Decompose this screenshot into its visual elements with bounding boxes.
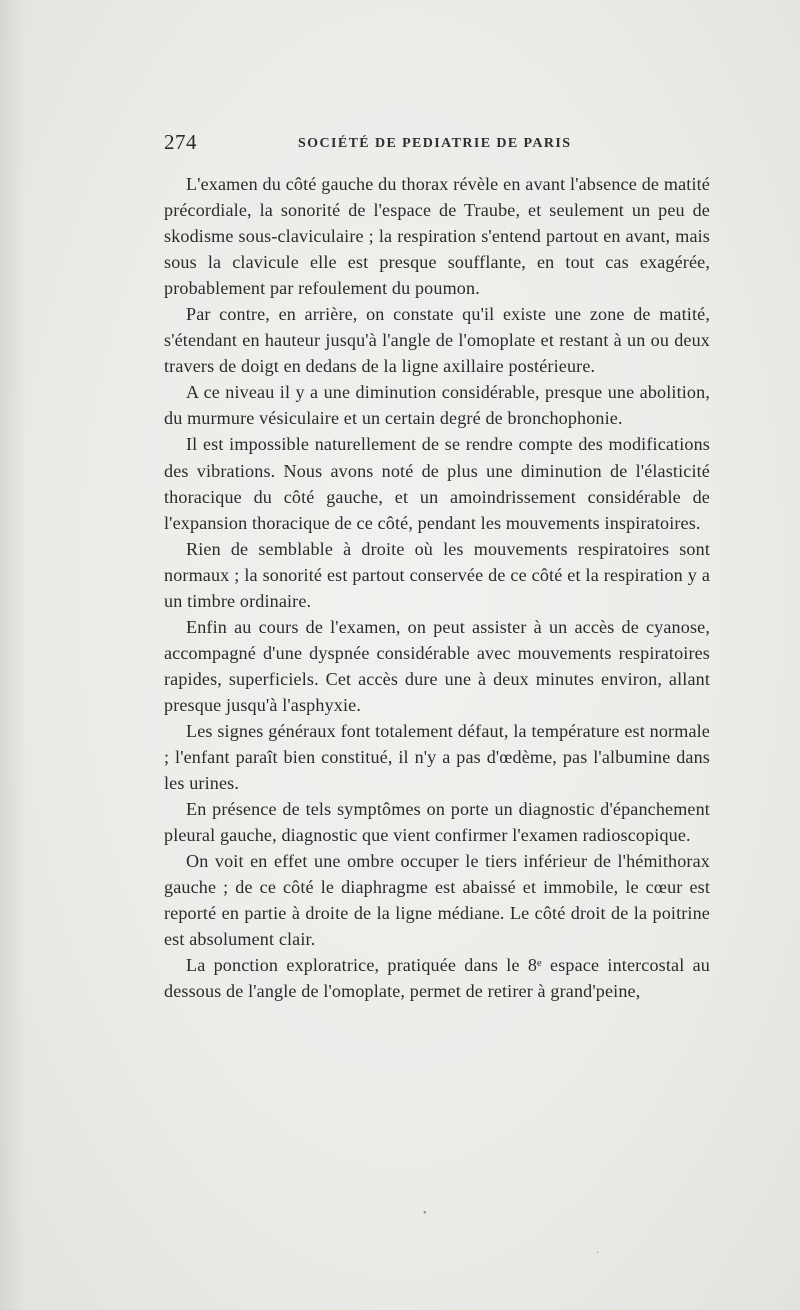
paragraph-vibrations: Il est impossible naturellement de se rendre compte des modifications des vibrations. Nous avons noté de plus une diminution de l'élasticité thoracique du côté gauche, et un amoindrissement considérable de l'expansion thoracique de ce côté, pendant les mouvements inspiratoires. xyxy=(164,434,710,533)
paragraph-zone-de-matite: Par contre, en arrière, on constate qu'il existe une zone de matité, s'étendant en hauteur jusqu'à l'angle de l'omoplate et restant à un ou deux travers de doigt en dedans de la ligne axillaire postérieure. xyxy=(164,304,710,377)
paragraph-diagnostic: En présence de tels symptômes on porte un diagnostic d'épanchement pleural gauche, diagnostic que vient confirmer l'examen radioscopique. xyxy=(164,799,710,846)
paragraph-signes-generaux: Les signes généraux font totalement défaut, la température est normale ; l'enfant paraît bien constitué, il n'y a pas d'œdème, pas l'albumine dans les urines. xyxy=(164,720,710,794)
page-header xyxy=(164,130,712,160)
ink-speck: • xyxy=(423,1208,427,1219)
paragraph-examen-cote-gauche: L'examen du côté gauche du thorax révèle en avant l'absence de matité précordiale, la sonorité de l'espace de Traube, et seulement un peu de skodisme sous-claviculaire ; la respiration s'entend partout en avant, mais sous la clavicule elle est presque soufflante, en tout cas exagérée, probablement par refoulement du poumon. xyxy=(164,174,710,299)
paragraph-acces-de-cyanose: Enfin au cours de l'examen, on peut assister à un accès de cyanose, accompagné d'une dyspnée considérable avec mouvements respiratoires rapides, superficiels. Cet accès dure une à deux minutes environ, allant presque jusqu'à l'asphyxie. xyxy=(164,616,710,715)
running-head: SOCIÉTÉ DE PEDIATRIE DE PARIS xyxy=(298,136,572,151)
paragraph-cote-droit: Rien de semblable à droite où les mouvements respiratoires sont normaux ; la sonorité est partout conservée de ce côté et la respiration y a un timbre ordinaire. xyxy=(164,538,710,611)
body-text xyxy=(164,171,710,1005)
paragraph-murmure-vesiculaire: A ce niveau il y a une diminution considérable, presque une abolition, du murmure vésiculaire et un certain degré de bronchophonie. xyxy=(164,382,710,429)
paragraph-ponction: La ponction exploratrice, pratiquée dans le 8ᵉ espace intercostal au dessous de l'angle de l'omoplate, permet de retirer à grand'peine, xyxy=(164,955,710,1002)
paragraph-radioscopie: On voit en effet une ombre occuper le tiers inférieur de l'hémithorax gauche ; de ce côté le diaphragme est abaissé et immobile, le cœur est reporté en partie à droite de la ligne médiane. Le côté droit de la poitrine est absolument clair. xyxy=(164,851,710,950)
page-number: 274 xyxy=(164,130,197,154)
ink-speck: · xyxy=(596,1248,600,1259)
